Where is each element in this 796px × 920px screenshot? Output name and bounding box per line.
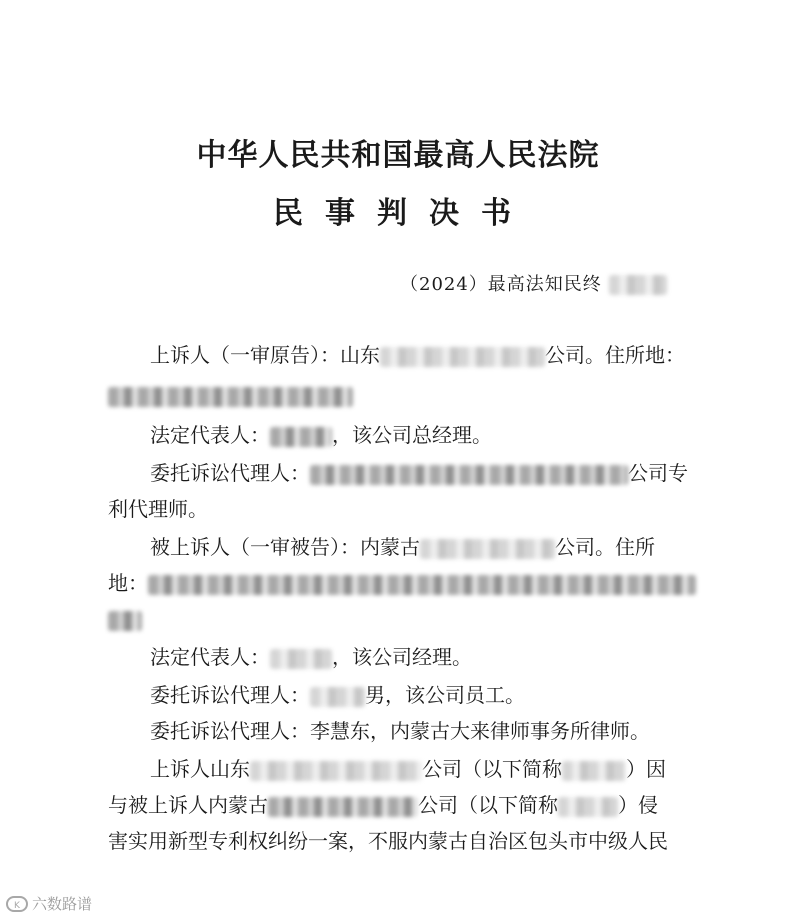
appellant-agent-suffix: 公司专 [628,461,688,485]
appellee-agent1-label: 委托诉讼代理人： [150,683,310,707]
case-number [400,270,667,296]
redacted-appellee-name [420,539,555,559]
appellant-rep-label: 法定代表人： [150,423,270,447]
body-line-2-b: 公司（以下简称 [418,793,558,817]
appellee-agent2-line: 委托诉讼代理人：李慧东，内蒙古大来律师事务所律师。 [150,719,650,743]
document-type-title: 民事判决书 [273,196,533,231]
body-line-1-c: ）因 [626,757,666,781]
appellee-rep-suffix: ，该公司经理。 [332,645,472,669]
redacted-appellant-address [108,387,353,407]
appellant-line [150,340,685,370]
watermark [6,893,92,914]
body-line-2-a: 与被上诉人内蒙古 [108,793,268,817]
appellee-suffix: 公司。住所 [555,535,655,559]
body-line-2 [108,790,658,820]
appellee-line [150,532,655,562]
appellant-agent-line [150,458,688,488]
appellant-rep-line [150,420,492,450]
body-line-1-a: 上诉人山东 [150,757,250,781]
redacted-case-number [609,275,667,295]
appellee-address-line2 [108,604,142,634]
redacted-body-appellant [250,761,422,781]
appellee-label: 被上诉人（一审被告）：内蒙古 [150,535,420,559]
watermark-text: 六数路谱 [32,895,93,913]
body-line-2-c: ）侵 [618,793,658,817]
appellant-agent-line2: 利代理师。 [108,497,208,521]
body-line-1 [150,754,666,784]
court-title: 中华人民共和国最高人民法院 [196,138,600,173]
appellant-rep-suffix: ，该公司总经理。 [332,423,492,447]
redacted-appellee-agent1 [310,687,365,707]
redacted-body-appellant-short [562,761,626,781]
body-line-3: 害实用新型专利权纠纷一案，不服内蒙古自治区包头市中级人民 [108,829,668,853]
appellee-agent1-suffix: 男，该公司员工。 [365,683,525,707]
redacted-appellee-rep [270,649,332,669]
appellee-agent1-line [150,680,525,710]
appellant-label: 上诉人（一审原告）：山东 [150,343,380,367]
redacted-appellee-address-cont [108,611,142,631]
appellee-address-label: 地： [108,571,148,595]
case-number-text: （2024）最高法知民终 [400,274,602,295]
watermark-logo-icon: K [6,896,28,912]
body-line-1-b: 公司（以下简称 [422,757,562,781]
redacted-appellant-rep [270,427,332,447]
redacted-body-appellee [268,797,418,817]
redacted-appellant-agent [310,465,628,485]
appellee-rep-label: 法定代表人： [150,645,270,669]
appellant-address-line [108,380,353,410]
appellee-rep-line [150,642,472,672]
appellee-address-line [108,568,696,598]
appellant-agent-label: 委托诉讼代理人： [150,461,310,485]
redacted-body-appellee-short [558,797,618,817]
redacted-appellant-name [380,347,545,367]
redacted-appellee-address [148,575,696,595]
appellant-suffix: 公司。住所地： [545,343,685,367]
